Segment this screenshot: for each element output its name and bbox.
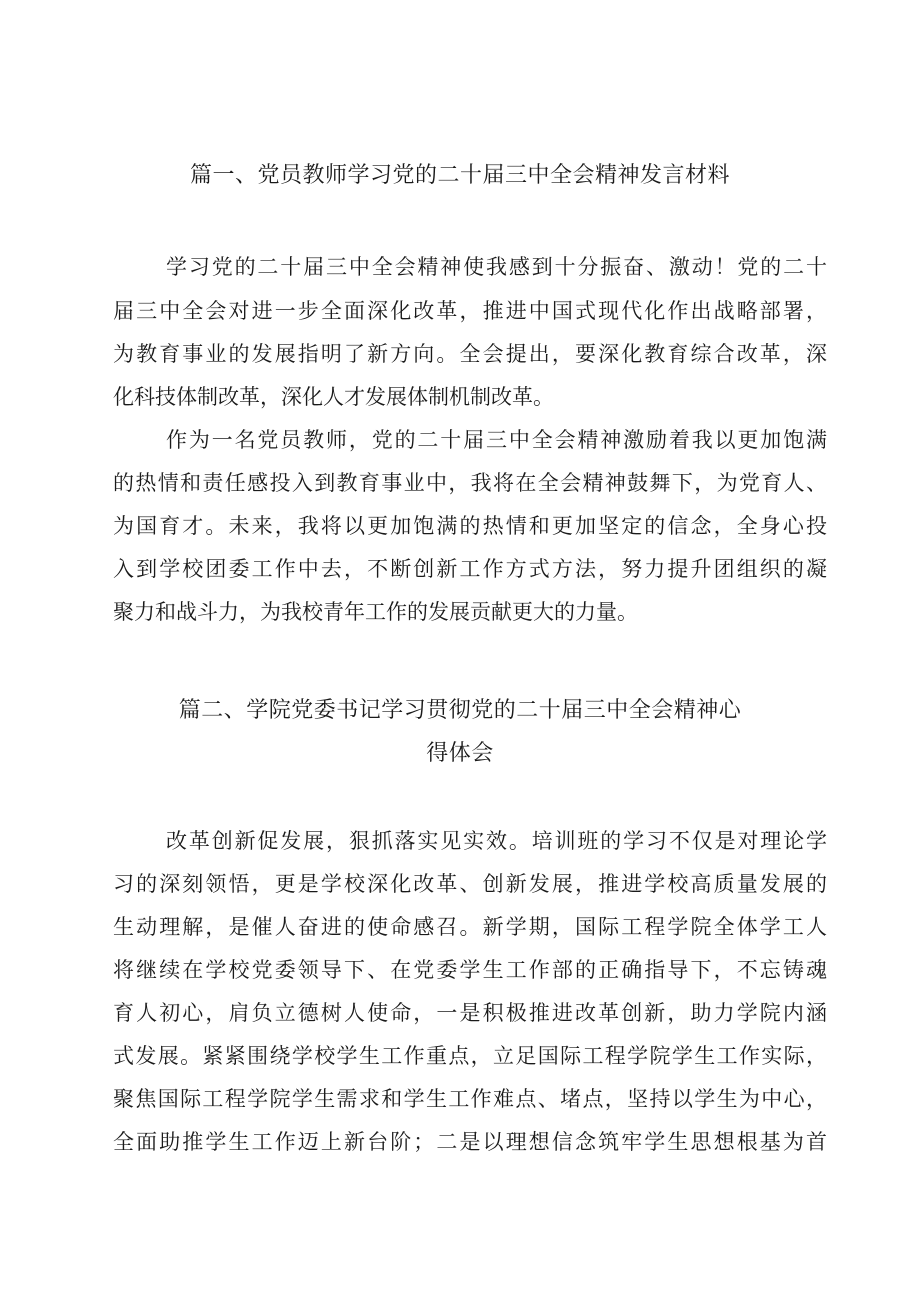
section-2-paragraph-1-line-7: 聚焦国际工程学院学生需求和学生工作难点、堵点，坚持以学生为中心， <box>113 1087 827 1111</box>
section-1-paragraph-2-line-2: 的热情和责任感投入到教育事业中，我将在全会精神鼓舞下，为党育人、 <box>113 471 827 495</box>
section-2-paragraph-1-line-8: 全面助推学生工作迈上新台阶；二是以理想信念筑牢学生思想根基为首 <box>113 1130 827 1154</box>
section-2-title-line-1: 篇二、学院党委书记学习贯彻党的二十届三中全会精神心 <box>178 698 742 723</box>
section-1-paragraph-1-line-3: 为教育事业的发展指明了新方向。全会提出，要深化教育综合改革，深 <box>113 342 827 366</box>
section-2-paragraph-1-line-5: 育人初心，肩负立德树人使命，一是积极推进改革创新，助力学院内涵 <box>113 1001 827 1025</box>
section-2-paragraph-1-line-6: 式发展。紧紧围绕学校学生工作重点，立足国际工程学院学生工作实际， <box>113 1044 827 1068</box>
section-2-paragraph-1-line-2: 习的深刻领悟，更是学校深化改革、创新发展，推进学校高质量发展的 <box>113 872 827 896</box>
section-1-paragraph-2-line-5: 聚力和战斗力，为我校青年工作的发展贡献更大的力量。 <box>113 600 638 624</box>
section-2-paragraph-1-line-4: 将继续在学校党委领导下、在党委学生工作部的正确指导下，不忘铸魂 <box>113 958 827 982</box>
section-2-title-line-2: 得体会 <box>426 741 494 766</box>
section-2-paragraph-1-line-3: 生动理解，是催人奋进的使命感召。新学期，国际工程学院全体学工人 <box>113 915 827 939</box>
section-1-paragraph-2-line-1: 作为一名党员教师，党的二十届三中全会精神激励着我以更加饱满 <box>166 428 827 452</box>
section-1-paragraph-1-line-2: 届三中全会对进一步全面深化改革，推进中国式现代化作出战略部署， <box>113 299 827 323</box>
section-1-title: 篇一、党员教师学习党的二十届三中全会精神发言材料 <box>189 163 730 188</box>
section-1-paragraph-2-line-3: 为国育才。未来，我将以更加饱满的热情和更加坚定的信念，全身心投 <box>113 514 827 538</box>
section-1-paragraph-1-line-4: 化科技体制改革，深化人才发展体制机制改革。 <box>113 385 554 409</box>
section-1-paragraph-1-line-1: 学习党的二十届三中全会精神使我感到十分振奋、激动！党的二十 <box>166 255 827 279</box>
section-1-paragraph-2-line-4: 入到学校团委工作中去，不断创新工作方式方法，努力提升团组织的凝 <box>113 557 827 581</box>
section-2-paragraph-1-line-1: 改革创新促发展，狠抓落实见实效。培训班的学习不仅是对理论学 <box>166 829 827 853</box>
